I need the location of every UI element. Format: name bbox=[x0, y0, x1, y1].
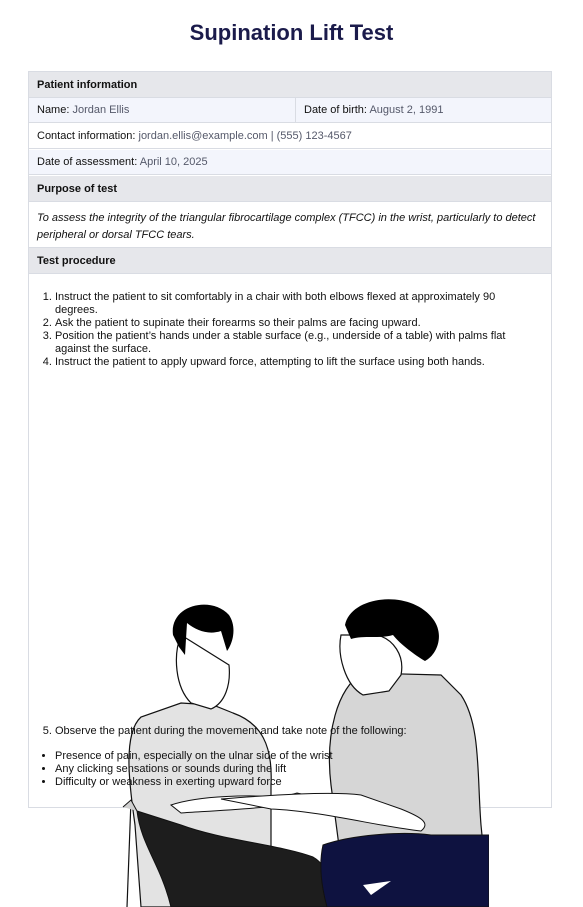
contact-label: Contact information: bbox=[37, 130, 136, 142]
assessment-date-label: Date of assessment: bbox=[37, 156, 138, 168]
observation-list bbox=[29, 750, 525, 789]
assessment-form bbox=[28, 71, 552, 808]
section-header-patient-info: Patient information bbox=[29, 72, 551, 98]
assessment-date-row bbox=[29, 150, 551, 175]
observation-item: • Difficulty or weakness in exerting upward force bbox=[55, 776, 525, 789]
dob-value[interactable]: August 2, 1991 bbox=[369, 104, 444, 116]
observation-item: • Presence of pain, especially on the ulnar side of the wrist bbox=[55, 750, 525, 763]
contact-row bbox=[29, 124, 551, 149]
procedure-step-5-list bbox=[29, 725, 525, 738]
procedure-step: 4. Instruct the patient to apply upward force, attempting to lift the surface using both hands. bbox=[55, 356, 525, 369]
name-value[interactable]: Jordan Ellis bbox=[72, 104, 130, 116]
name-label: Name: bbox=[37, 104, 70, 116]
procedure-step: 3. Position the patient’s hands under a stable surface (e.g., underside of a table) with palms flat against the surface. bbox=[55, 330, 525, 356]
assessment-date-value[interactable]: April 10, 2025 bbox=[139, 156, 208, 168]
procedure-step: 2. Ask the patient to supinate their forearms so their palms are facing upward. bbox=[55, 317, 525, 330]
dob-label: Date of birth: bbox=[304, 104, 367, 116]
procedure-step: 1. Instruct the patient to sit comfortably in a chair with both elbows flexed at approximately 90 degrees. bbox=[55, 291, 525, 317]
section-header-procedure: Test procedure bbox=[29, 248, 551, 274]
procedure-steps bbox=[29, 291, 525, 369]
page-title: Supination Lift Test bbox=[189, 20, 394, 45]
contact-value[interactable]: jordan.ellis@example.com | (555) 123-4567 bbox=[138, 130, 352, 142]
name-row bbox=[29, 98, 551, 123]
observation-item: • Any clicking sensations or sounds during the lift bbox=[55, 763, 525, 776]
procedure-step: 5. Observe the patient during the movement and take note of the following: bbox=[55, 725, 525, 738]
section-header-purpose: Purpose of test bbox=[29, 176, 551, 202]
dob-cell bbox=[295, 98, 551, 122]
purpose-text: To assess the integrity of the triangular fibrocartilage complex (TFCC) in the wrist, particularly to detect peripheral or dorsal TFCC tears. bbox=[29, 202, 551, 248]
